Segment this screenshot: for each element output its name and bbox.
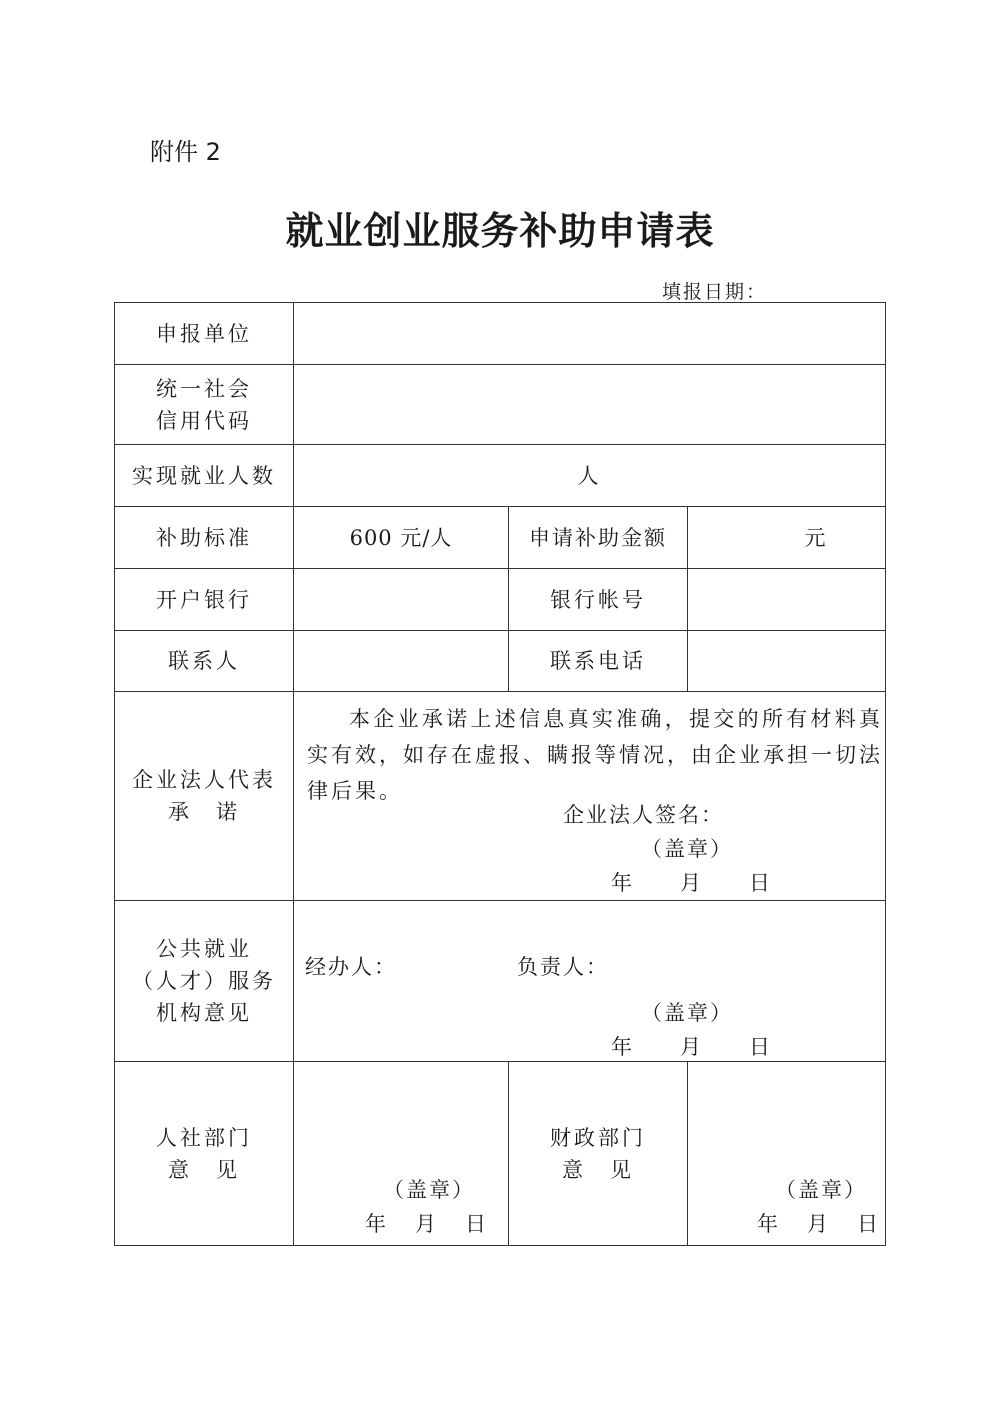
contact-phone-field[interactable] bbox=[688, 631, 885, 691]
signature-label: 企业法人签名： bbox=[563, 803, 724, 827]
subsidy-amount-label: 申请补助金额 bbox=[529, 525, 667, 550]
public-service-label-line3: 机构意见 bbox=[156, 1001, 252, 1025]
hr-dept-label-line2: 意 见 bbox=[168, 1157, 240, 1182]
credit-code-label-line2: 信用代码 bbox=[156, 408, 252, 433]
commitment-seal: （盖章） bbox=[641, 837, 733, 861]
subsidy-amount-unit: 元 bbox=[804, 525, 829, 550]
finance-dept-seal: （盖章） bbox=[775, 1178, 867, 1202]
credit-code-field[interactable] bbox=[294, 365, 885, 444]
bank-account-label: 银行帐号 bbox=[550, 587, 646, 612]
public-service-date: 年 月 日 bbox=[611, 1035, 772, 1059]
public-service-label bbox=[115, 901, 293, 1061]
commitment-label-line1: 企业法人代表 bbox=[132, 768, 276, 792]
subsidy-standard-value: 600 元/人 bbox=[349, 525, 453, 550]
commitment-label bbox=[115, 692, 293, 900]
contact-field[interactable] bbox=[294, 631, 508, 691]
responsible-label: 负责人： bbox=[517, 955, 609, 979]
public-service-label-line1: 公共就业 bbox=[156, 937, 252, 961]
page-title: 就业创业服务补助申请表 bbox=[285, 209, 715, 253]
public-service-label-line2: （人才）服务 bbox=[132, 969, 276, 993]
column-divider bbox=[687, 1061, 688, 1245]
hr-dept-date: 年 月 日 bbox=[365, 1212, 490, 1236]
applicant-unit-label: 申报单位 bbox=[156, 321, 252, 346]
applicant-unit-field[interactable] bbox=[294, 303, 885, 364]
handler-label: 经办人： bbox=[305, 955, 397, 979]
subsidy-amount-field[interactable] bbox=[688, 507, 885, 568]
attachment-label: 附件 2 bbox=[150, 138, 221, 166]
subsidy-standard-label: 补助标准 bbox=[156, 525, 252, 550]
bank-field[interactable] bbox=[294, 569, 508, 630]
bank-label: 开户银行 bbox=[156, 587, 252, 612]
hr-dept-label-line1: 人社部门 bbox=[156, 1125, 252, 1150]
fill-date-label: 填报日期： bbox=[662, 281, 768, 303]
application-form-table bbox=[114, 302, 886, 1246]
credit-code-label-line1: 统一社会 bbox=[156, 376, 252, 401]
commitment-text: 本企业承诺上述信息真实准确，提交的所有材料真实有效，如存在虚报、瞒报等情况，由企业承担一切法律后果。 bbox=[307, 707, 883, 803]
finance-dept-label bbox=[509, 1062, 687, 1245]
employed-count-label: 实现就业人数 bbox=[132, 463, 276, 488]
finance-dept-label-line1: 财政部门 bbox=[550, 1125, 646, 1150]
employed-count-unit: 人 bbox=[577, 463, 602, 488]
finance-dept-label-line2: 意 见 bbox=[562, 1157, 634, 1182]
bank-account-field[interactable] bbox=[688, 569, 885, 630]
finance-dept-date: 年 月 日 bbox=[757, 1212, 882, 1236]
contact-phone-label: 联系电话 bbox=[550, 649, 646, 673]
credit-code-label bbox=[115, 365, 293, 444]
public-service-seal: （盖章） bbox=[641, 1001, 733, 1025]
employed-count-field[interactable] bbox=[294, 445, 885, 506]
commitment-label-line2: 承 诺 bbox=[168, 800, 240, 824]
contact-label: 联系人 bbox=[168, 649, 240, 673]
hr-dept-label bbox=[115, 1062, 293, 1245]
commitment-date: 年 月 日 bbox=[611, 871, 772, 895]
hr-dept-seal: （盖章） bbox=[383, 1178, 475, 1202]
